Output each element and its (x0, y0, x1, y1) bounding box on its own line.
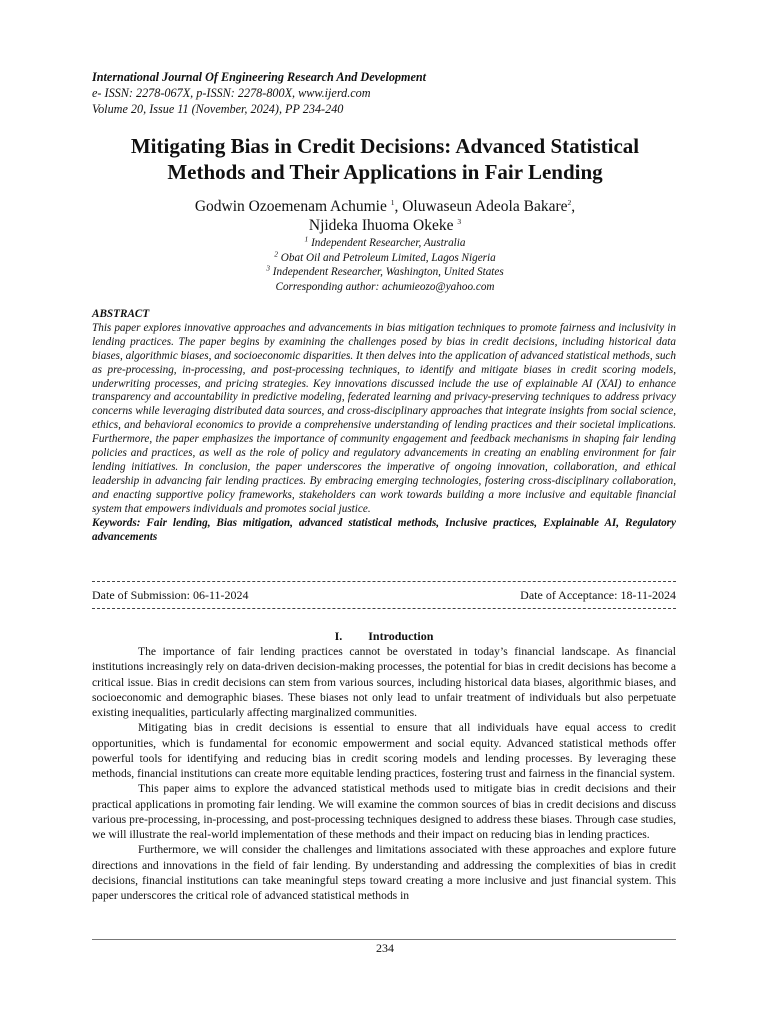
abstract (92, 308, 676, 544)
submission-date: Date of Submission: 06-11-2024 (92, 588, 249, 602)
section-title: Introduction (368, 629, 434, 643)
footer-divider (92, 939, 676, 940)
author-3: Njideka Ihuoma Okeke (308, 217, 454, 234)
page-number: 234 (376, 941, 394, 955)
author-2: , Oluwaseun Adeola Bakare (394, 198, 568, 215)
affiliation-2: $^2$ Obat Oil and Petroleum Limited, Lagos Nigeria (274, 248, 496, 264)
abstract-text: This paper explores innovative approaches and advancements in bias mitigation techniques to promote fairness and inclusivity in lending practices. The paper begins by examining the challenges posed by bias in credit decisions, including historical data biases, algorithmic biases, and socioeconomic disparities. It then delves into the application of advanced statistical methods, such as pre-processing, in-processing, and post-processing techniques, to identify and mitigate biases in credit scoring models, underwriting processes, and pricing strategies. Key innovations discussed include the use of explainable AI (XAI) to enhance transparency and accountability in predictive modeling, federated learning and privacy-preserving techniques to address privacy concerns while leveraging distributed data sources, and cross-disciplinary approaches that integrate insights from social science, ethics, and behavioral economics to provide a comprehensive understanding of lending practices and their societal implications. Furthermore, the paper emphasizes the importance of community engagement and feedback mechanisms in shaping fair lending policies and practices, as well as the role of policy and regulatory advancements in creating an enabling environment for fair lending initiatives. In conclusion, the paper underscores the imperative of ongoing innovation, collaboration, and ethical leadership in advancing fair lending practices. By embracing emerging technologies, fostering cross-disciplinary collaboration, and enacting supportive policy frameworks, stakeholders can work towards building a more inclusive and equitable financial system that empowers individuals and promotes social justice. (92, 321, 676, 515)
affiliation-3: $^3$ Independent Researcher, Washington, United States (266, 263, 504, 279)
paragraph: This paper aims to explore the advanced statistical methods used to mitigate bias in credit decisions and their practical applications in promoting fair lending. We will examine the common sources of bias in credit decisions and discuss various pre-processing, in-processing, and post-processing techniques designed to address these biases. Through case studies, we will illustrate the real-world implementation of these methods and their impact on reducing bias in lending practices. (92, 782, 676, 841)
corresponding-author: Corresponding author: achumieozo@yahoo.com (275, 280, 495, 293)
journal-name: International Journal Of Engineering Research And Development (92, 70, 427, 84)
acceptance-date: Date of Acceptance: 18-11-2024 (520, 588, 676, 602)
section-heading (92, 629, 676, 644)
divider-top (92, 581, 676, 582)
title-line-1: Mitigating Bias in Credit Decisions: Advanced Statistical (130, 134, 640, 158)
section-number: I. (334, 629, 343, 643)
journal-header (92, 69, 426, 117)
paragraph: The importance of fair lending practices cannot be overstated in today’s financial landscape. As financial institutions increasingly rely on data-driven decision-making processes, the potential for bias in credit decisions has become a critical issue. Bias in credit decisions can stem from various sources, including historical data biases, algorithmic biases, and socioeconomic and demographic biases. These biases not only lead to unfair treatment of individuals but also perpetuate existing inequalities, particularly affecting marginalized communities. (92, 645, 676, 719)
body-text (92, 644, 676, 903)
title-line-2: Methods and Their Applications in Fair Lending (167, 160, 603, 184)
paragraph: Mitigating bias in credit decisions is essential to ensure that all individuals have equal access to credit opportunities, which is fundamental for economic empowerment and social equity. Advanced statistical methods offer powerful tools for identifying and reducing bias in credit scoring models and lending processes. By leveraging these methods, financial institutions can create more equitable lending practices, fostering trust and fairness in the financial system. (92, 721, 676, 780)
journal-volume: Volume 20, Issue 11 (November, 2024), PP 234-240 (92, 102, 344, 116)
author-line-1 (60, 197, 710, 216)
author-1-affil: 1 (390, 197, 395, 207)
paragraph: Furthermore, we will consider the challenges and limitations associated with these approaches and explore future directions and innovations in the field of fair lending. By understanding and addressing the complexities of bias in credit decisions, financial institutions can take meaningful steps toward creating a more inclusive and just financial system. This paper underscores the critical role of advanced statistical methods in (92, 843, 676, 902)
affiliations (60, 236, 710, 294)
author-2-affil: 2 (567, 197, 572, 207)
keywords: Keywords: Fair lending, Bias mitigation, advanced statistical methods, Inclusive practices, Explainable AI, Regulatory advancements (92, 516, 676, 543)
paper-title (60, 133, 710, 185)
author-1: Godwin Ozoemenam Achumie (194, 198, 387, 215)
abstract-heading: ABSTRACT (92, 308, 150, 320)
journal-issn: e- ISSN: 2278-067X, p-ISSN: 2278-800X, www.ijerd.com (92, 86, 371, 100)
author-3-affil: 3 (457, 216, 462, 226)
author-line-2 (60, 216, 710, 235)
divider-bottom (92, 608, 676, 609)
author-list (60, 197, 710, 235)
author-separator: , (571, 198, 576, 215)
affiliation-1: $^1$ Independent Researcher, Australia (304, 234, 466, 249)
